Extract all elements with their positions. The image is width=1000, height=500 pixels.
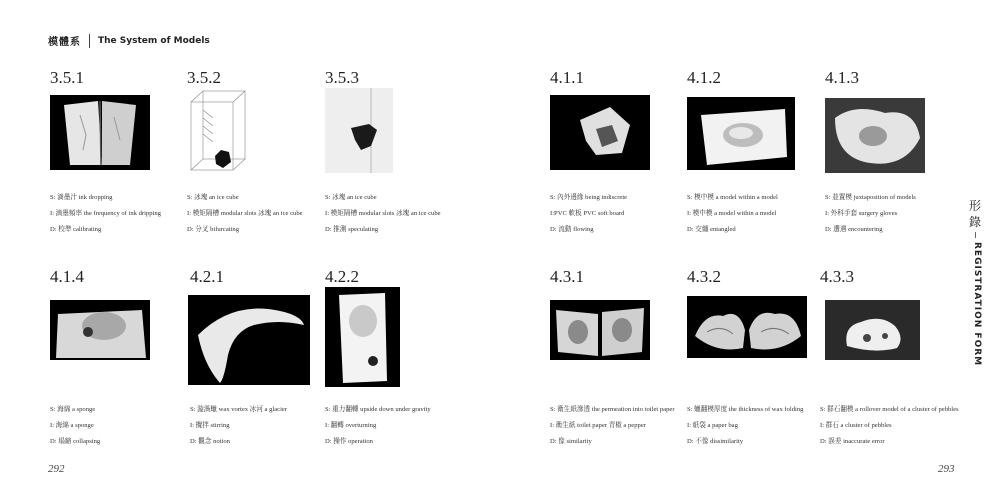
entry-caption bbox=[50, 190, 161, 238]
caption-d: D: 遭遇 encountering bbox=[825, 226, 883, 233]
entry-caption bbox=[825, 190, 916, 238]
model-photo bbox=[825, 300, 920, 360]
entry-number: 3.5.1 bbox=[50, 68, 84, 87]
entry-caption bbox=[550, 402, 675, 450]
caption-d: D: 不像 dissimilarity bbox=[687, 438, 744, 445]
entry-number: 4.3.3 bbox=[820, 267, 854, 286]
entry-number: 3.5.3 bbox=[325, 68, 359, 87]
caption-i: I: 衛生紙 toilet paper 青椒 a pepper bbox=[550, 422, 646, 429]
model-photo bbox=[325, 88, 393, 173]
caption-s: S: 衛生紙滲透 the permeation into toilet paper bbox=[550, 406, 675, 413]
model-photo bbox=[825, 98, 925, 173]
caption-s: S: 並置模 juxtaposition of models bbox=[825, 194, 916, 201]
caption-s: S: 冰塊 an ice cube bbox=[325, 194, 377, 201]
model-photo bbox=[687, 97, 795, 170]
entry-caption bbox=[820, 402, 959, 450]
entry-number: 4.3.2 bbox=[687, 267, 721, 286]
side-section-label bbox=[960, 198, 990, 366]
entry-number: 4.1.1 bbox=[550, 68, 584, 87]
model-photo bbox=[325, 287, 400, 387]
entry-caption bbox=[325, 402, 431, 450]
running-header bbox=[48, 33, 210, 48]
caption-d: D: 塌縮 collapsing bbox=[50, 438, 101, 445]
entry-caption bbox=[550, 190, 627, 238]
caption-d: D: 操作 operation bbox=[325, 438, 373, 445]
model-photo bbox=[550, 95, 650, 170]
side-label-zh-1: 形 bbox=[968, 199, 981, 213]
entry-number: 4.2.1 bbox=[190, 267, 224, 286]
header-divider bbox=[89, 34, 90, 48]
caption-i: I: 外科手套 surgery gloves bbox=[825, 210, 898, 217]
page-number-right: 293 bbox=[938, 463, 955, 475]
caption-i: I: 模矩隔槽 modular slots 冰塊 an ice cube bbox=[325, 210, 441, 217]
caption-d: D: 觀念 notion bbox=[190, 438, 230, 445]
caption-d: D: 推測 speculating bbox=[325, 226, 379, 233]
side-label-zh-2: 錄 bbox=[968, 215, 981, 229]
caption-s: S: 模中模 a model within a model bbox=[687, 194, 778, 201]
entry-caption bbox=[187, 190, 303, 238]
caption-i: I: 紙袋 a paper bag bbox=[687, 422, 738, 429]
side-label-en: REGISTRATION FORM bbox=[972, 242, 982, 367]
caption-d: D: 交纏 entangled bbox=[687, 226, 736, 233]
caption-d: D: 分叉 bifurcating bbox=[187, 226, 240, 233]
model-photo bbox=[50, 95, 150, 170]
caption-i: I: 滴墨頻率 the frequency of ink dripping bbox=[50, 210, 161, 217]
caption-s: S: 冰塊 an ice cube bbox=[187, 194, 239, 201]
entry-caption bbox=[190, 402, 287, 450]
caption-s: S: 蠟翻模厚度 the thickness of wax folding bbox=[687, 406, 804, 413]
caption-i: I: 攪拌 stirring bbox=[190, 422, 230, 429]
entry-caption bbox=[687, 402, 803, 450]
entry-number: 4.1.4 bbox=[50, 267, 84, 286]
caption-s: S: 重力翻轉 upside down under gravity bbox=[325, 406, 431, 413]
caption-d: D: 誤差 inaccurate error bbox=[820, 438, 885, 445]
entry-number: 4.2.2 bbox=[325, 267, 359, 286]
caption-s: S: 海綿 a sponge bbox=[50, 406, 96, 413]
caption-s: S: 群石翻模 a rollover model of a cluster of pebbles bbox=[820, 406, 959, 413]
entry-number: 3.5.2 bbox=[187, 68, 221, 87]
header-title-en: The System of Models bbox=[98, 35, 210, 46]
caption-s: S: 內外邊緣 being indiscrete bbox=[550, 194, 628, 201]
caption-i: I: 群石 a cluster of pebbles bbox=[820, 422, 892, 429]
caption-i: I:PVC 軟板 PVC soft board bbox=[550, 210, 625, 217]
entry-caption bbox=[325, 190, 441, 238]
caption-d: D: 流動 flowing bbox=[550, 226, 594, 233]
caption-d: D: 校準 calibrating bbox=[50, 226, 102, 233]
model-photo bbox=[188, 295, 310, 385]
entry-caption bbox=[687, 190, 778, 238]
caption-i: I: 模中模 a model within a model bbox=[687, 210, 777, 217]
caption-s: S: 滴墨汁 ink dropping bbox=[50, 194, 113, 201]
caption-s: S: 漩渦蠟 wax vortex 冰河 a glacier bbox=[190, 406, 288, 413]
model-photo bbox=[687, 296, 807, 358]
entry-number: 4.3.1 bbox=[550, 267, 584, 286]
page-number-left: 292 bbox=[48, 463, 65, 475]
entry-caption bbox=[50, 402, 100, 450]
model-diagram bbox=[187, 88, 249, 173]
entry-number: 4.1.2 bbox=[687, 68, 721, 87]
entry-number: 4.1.3 bbox=[825, 68, 859, 87]
caption-d: D: 像 similarity bbox=[550, 438, 592, 445]
side-divider bbox=[975, 232, 976, 238]
model-photo bbox=[550, 300, 650, 360]
model-photo bbox=[50, 300, 150, 360]
caption-i: I: 模矩隔槽 modular slots 冰塊 an ice cube bbox=[187, 210, 303, 217]
header-title-zh: 模體系 bbox=[48, 37, 81, 48]
caption-i: I: 海綿 a sponge bbox=[50, 422, 94, 429]
caption-i: I: 翻轉 overturning bbox=[325, 422, 377, 429]
